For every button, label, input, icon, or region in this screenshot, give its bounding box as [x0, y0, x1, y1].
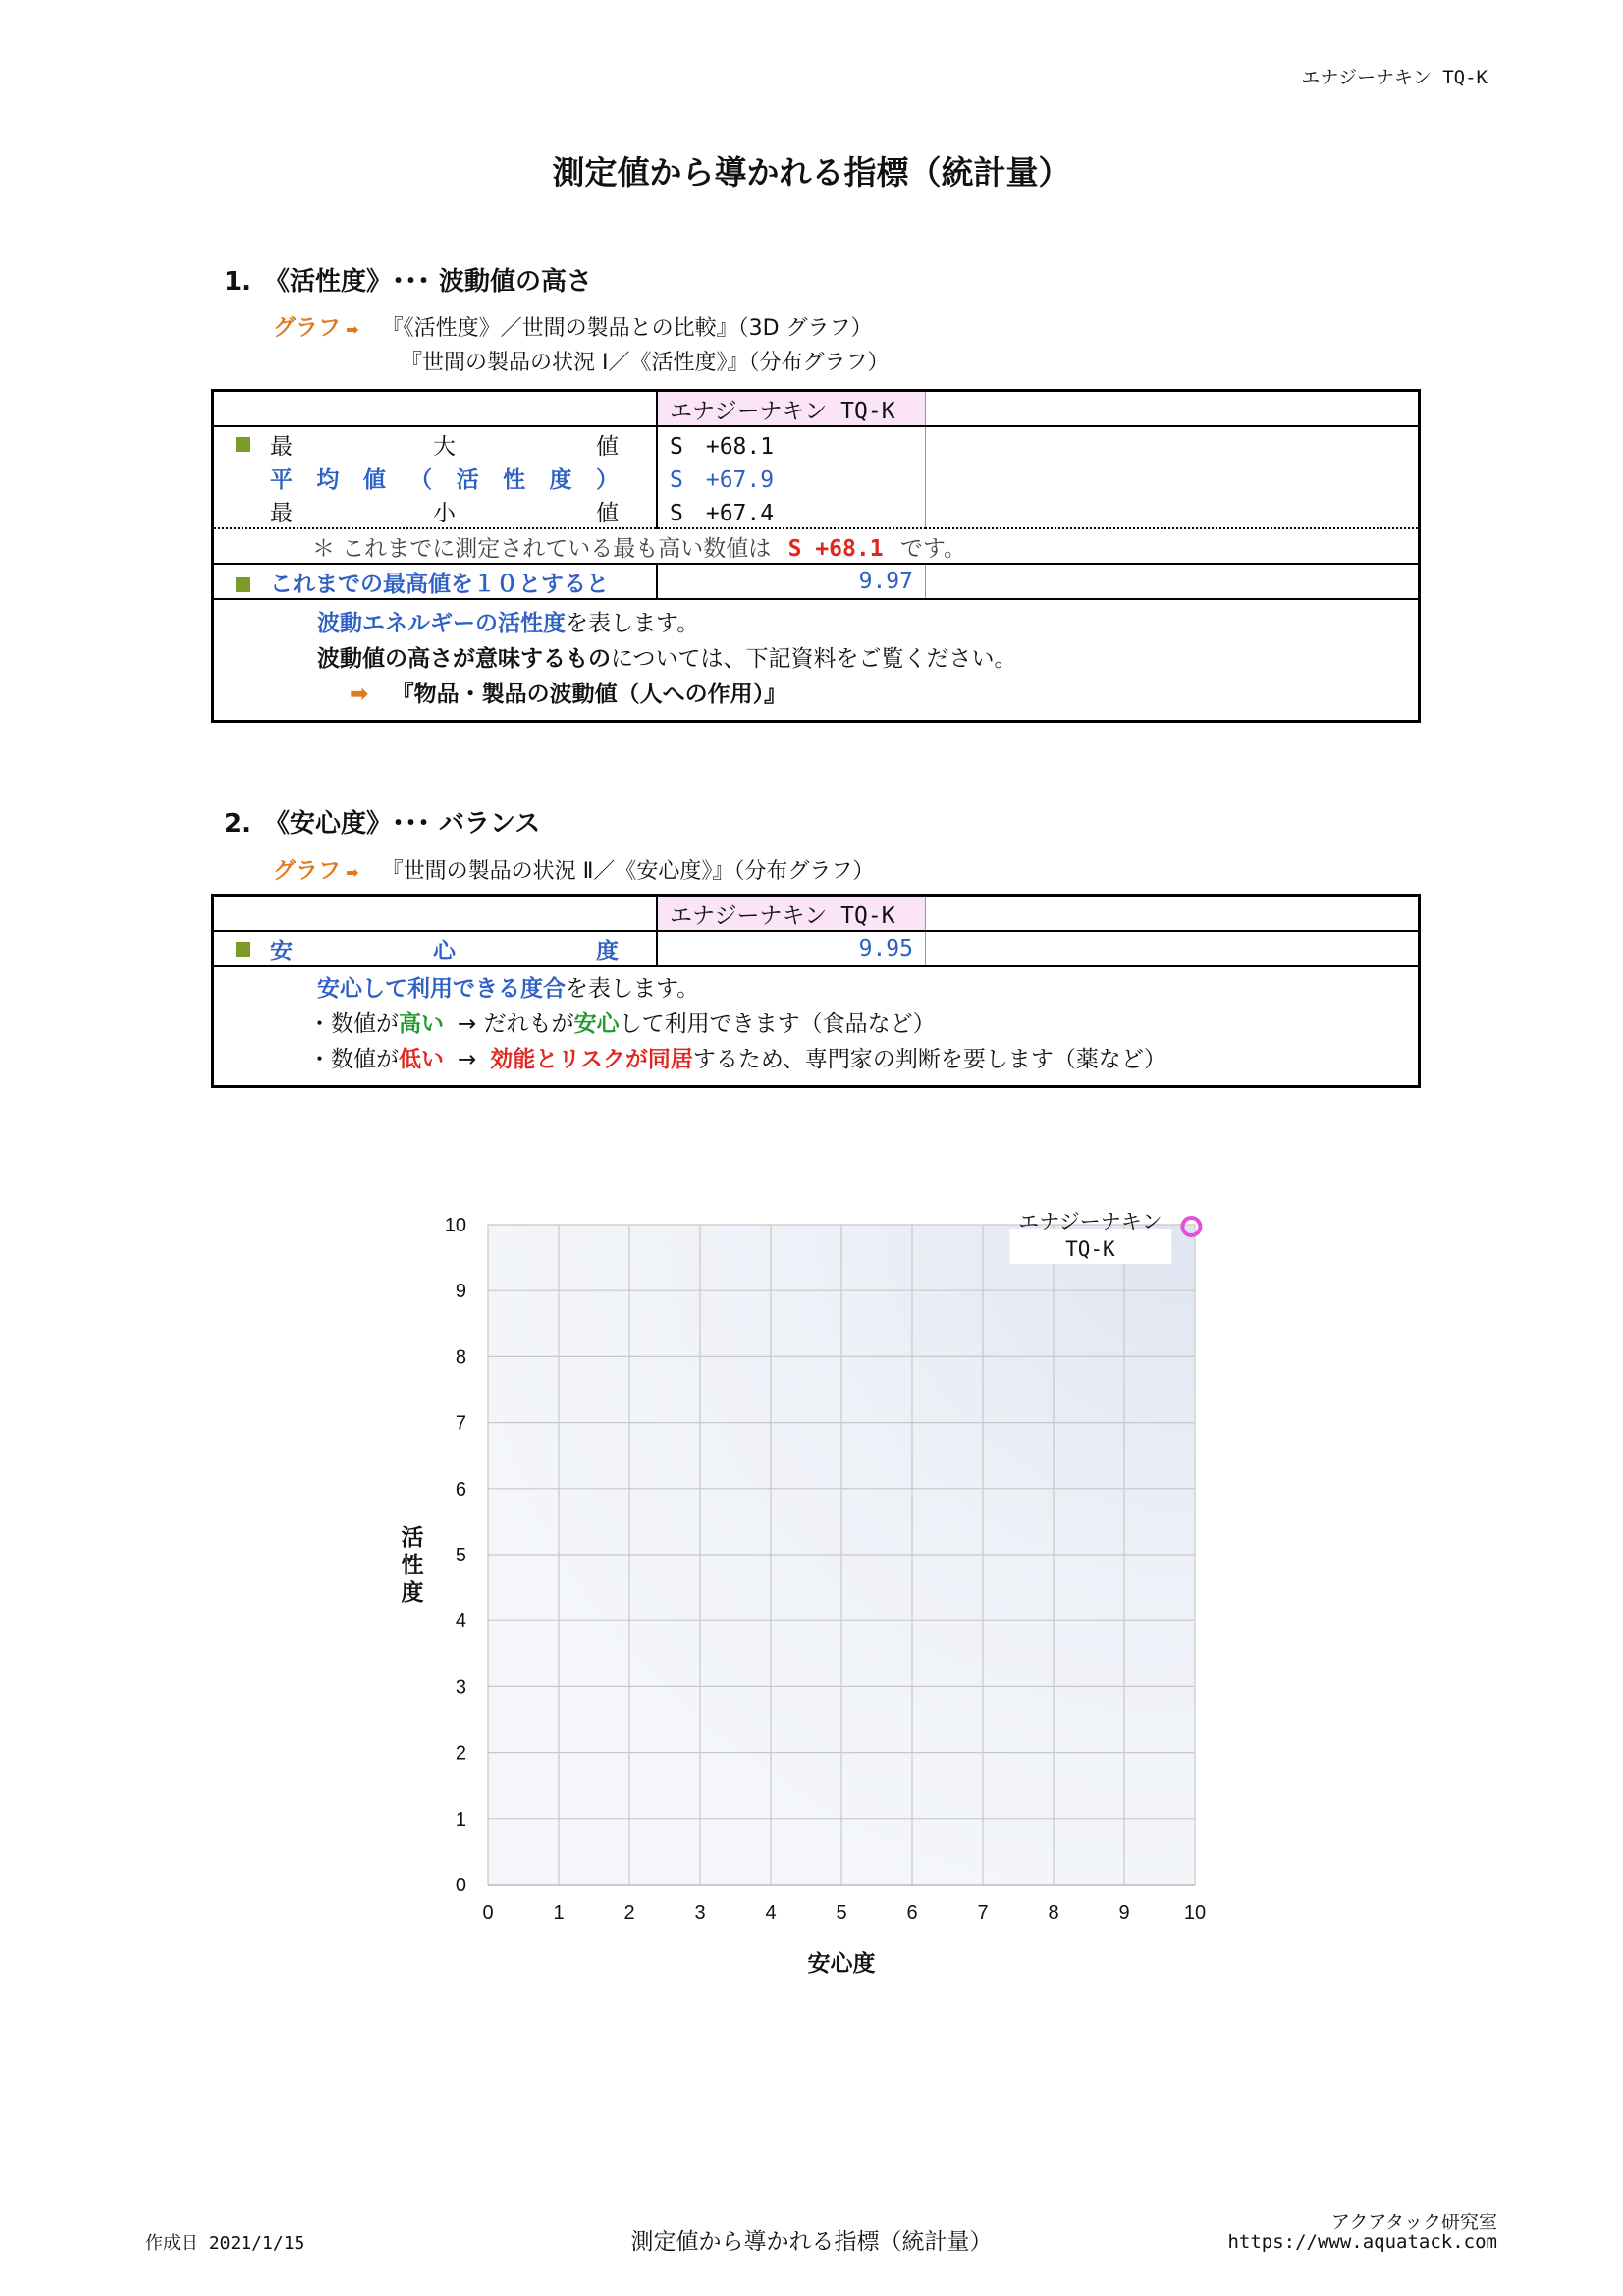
desc-line-1: 安心して利用できる度合を表します。 — [317, 976, 700, 1002]
value-average: S +67.9 — [657, 461, 926, 494]
y-tick-label: 0 — [455, 1875, 466, 1896]
y-tick-label: 5 — [455, 1545, 466, 1566]
y-tick-label: 9 — [455, 1281, 466, 1303]
x-tick-label: 1 — [553, 1902, 565, 1924]
y-tick-label: 10 — [444, 1215, 466, 1236]
x-tick-label: 8 — [1048, 1902, 1059, 1924]
graph-label: グラフ — [273, 858, 341, 884]
y-tick-label: 1 — [455, 1808, 466, 1831]
desc-bullet-high: ・数値が高い → だれもが安心して利用できます（食品など） — [308, 1011, 936, 1037]
product-column-header: エナジーナキン TQ-K — [657, 391, 926, 427]
x-tick-label: 2 — [623, 1902, 635, 1924]
y-tick-label: 2 — [455, 1742, 466, 1765]
product-column-header: エナジーナキン TQ-K — [657, 896, 926, 932]
x-tick-label: 10 — [1183, 1902, 1207, 1924]
graph-label: グラフ — [273, 315, 341, 341]
row-label-average: 平 均 値 （ 活 性 度 ） — [270, 466, 619, 493]
section1-heading: 1. 《活性度》･･･ 波動値の高さ — [224, 267, 593, 297]
row-label-max: 最 大 値 — [270, 433, 619, 460]
desc-bullet-low: ・数値が低い → 効能とリスクが同居するため、専門家の判断を要します（薬など） — [308, 1047, 1166, 1072]
section1-table — [211, 389, 1421, 723]
bullet-square-icon — [236, 942, 250, 957]
x-tick-label: 5 — [836, 1902, 847, 1924]
scatter-chart — [373, 1188, 1257, 1994]
y-tick-label: 8 — [455, 1346, 466, 1369]
desc-line-3 — [214, 677, 1418, 712]
header-product-name: エナジーナキン TQ-K — [1301, 67, 1488, 88]
org-name: アクアタック研究室 — [1330, 2212, 1497, 2233]
footer-title: 測定値から導かれる指標（統計量） — [630, 2229, 993, 2255]
row-label-min: 最 小 値 — [270, 500, 619, 526]
x-tick-label: 0 — [482, 1902, 494, 1924]
arrow-right-icon: ➡ — [346, 320, 359, 339]
x-tick-label: 6 — [906, 1902, 918, 1924]
y-axis-title: 活性度 — [401, 1525, 424, 1606]
reference-doc-link[interactable]: 『物品・製品の波動値（人への作用）』 — [391, 682, 787, 707]
y-tick-label: 6 — [455, 1478, 466, 1501]
graph-ref-distribution-2[interactable]: 『世間の製品の状況 Ⅱ／《安心度》』（分布グラフ） — [381, 859, 875, 884]
desc-line-2: 波動値の高さが意味するものについては、下記資料をご覧ください。 — [317, 646, 1017, 672]
value-min: S +67.4 — [657, 494, 926, 528]
row-label-safety: 安 心 度 — [270, 938, 619, 964]
x-tick-label: 3 — [694, 1902, 706, 1924]
bullet-square-icon — [236, 437, 250, 452]
arrow-right-icon: ➡ — [346, 863, 359, 882]
bullet-square-icon — [236, 577, 250, 592]
y-tick-label: 4 — [455, 1611, 466, 1633]
desc-line-1: 波動エネルギーの活性度を表します。 — [317, 611, 700, 636]
point-label: TQ-K — [1065, 1237, 1115, 1262]
graph-ref-distribution-1[interactable]: 『世間の製品の状況 Ⅰ／《活性度》』（分布グラフ） — [401, 351, 890, 375]
section1-graph-row — [273, 309, 873, 342]
x-tick-label: 4 — [765, 1902, 777, 1924]
value-max: S +68.1 — [657, 426, 926, 461]
ratio-label: これまでの最高値を１０とすると — [270, 571, 609, 597]
org-url[interactable]: https://www.aquatack.com — [1227, 2231, 1497, 2253]
section2-heading: 2. 《安心度》･･･ バランス — [224, 809, 541, 839]
safety-value: 9.95 — [657, 931, 926, 966]
data-points — [1009, 1210, 1200, 1264]
max-note: ＊ これまでに測定されている最も高い数値は S +68.1 です。 — [312, 535, 967, 562]
x-tick-label: 9 — [1118, 1902, 1130, 1924]
x-axis-title: 安心度 — [807, 1951, 876, 1977]
point-label: エナジーナキン — [1018, 1210, 1163, 1234]
ratio-value: 9.97 — [657, 564, 926, 599]
y-tick-label: 7 — [455, 1412, 466, 1435]
y-tick-label: 3 — [455, 1676, 466, 1699]
arrow-right-icon: ➡ — [350, 682, 369, 707]
created-date: 作成日 2021/1/15 — [145, 2233, 305, 2254]
graph-ref-3d[interactable]: 『《活性度》／世間の製品との比較』（3D グラフ） — [381, 316, 873, 341]
section2-table — [211, 894, 1421, 1088]
x-tick-label: 7 — [977, 1902, 989, 1924]
page-title: 測定値から導かれる指標（統計量） — [552, 153, 1071, 191]
section2-graph-row — [273, 852, 874, 885]
